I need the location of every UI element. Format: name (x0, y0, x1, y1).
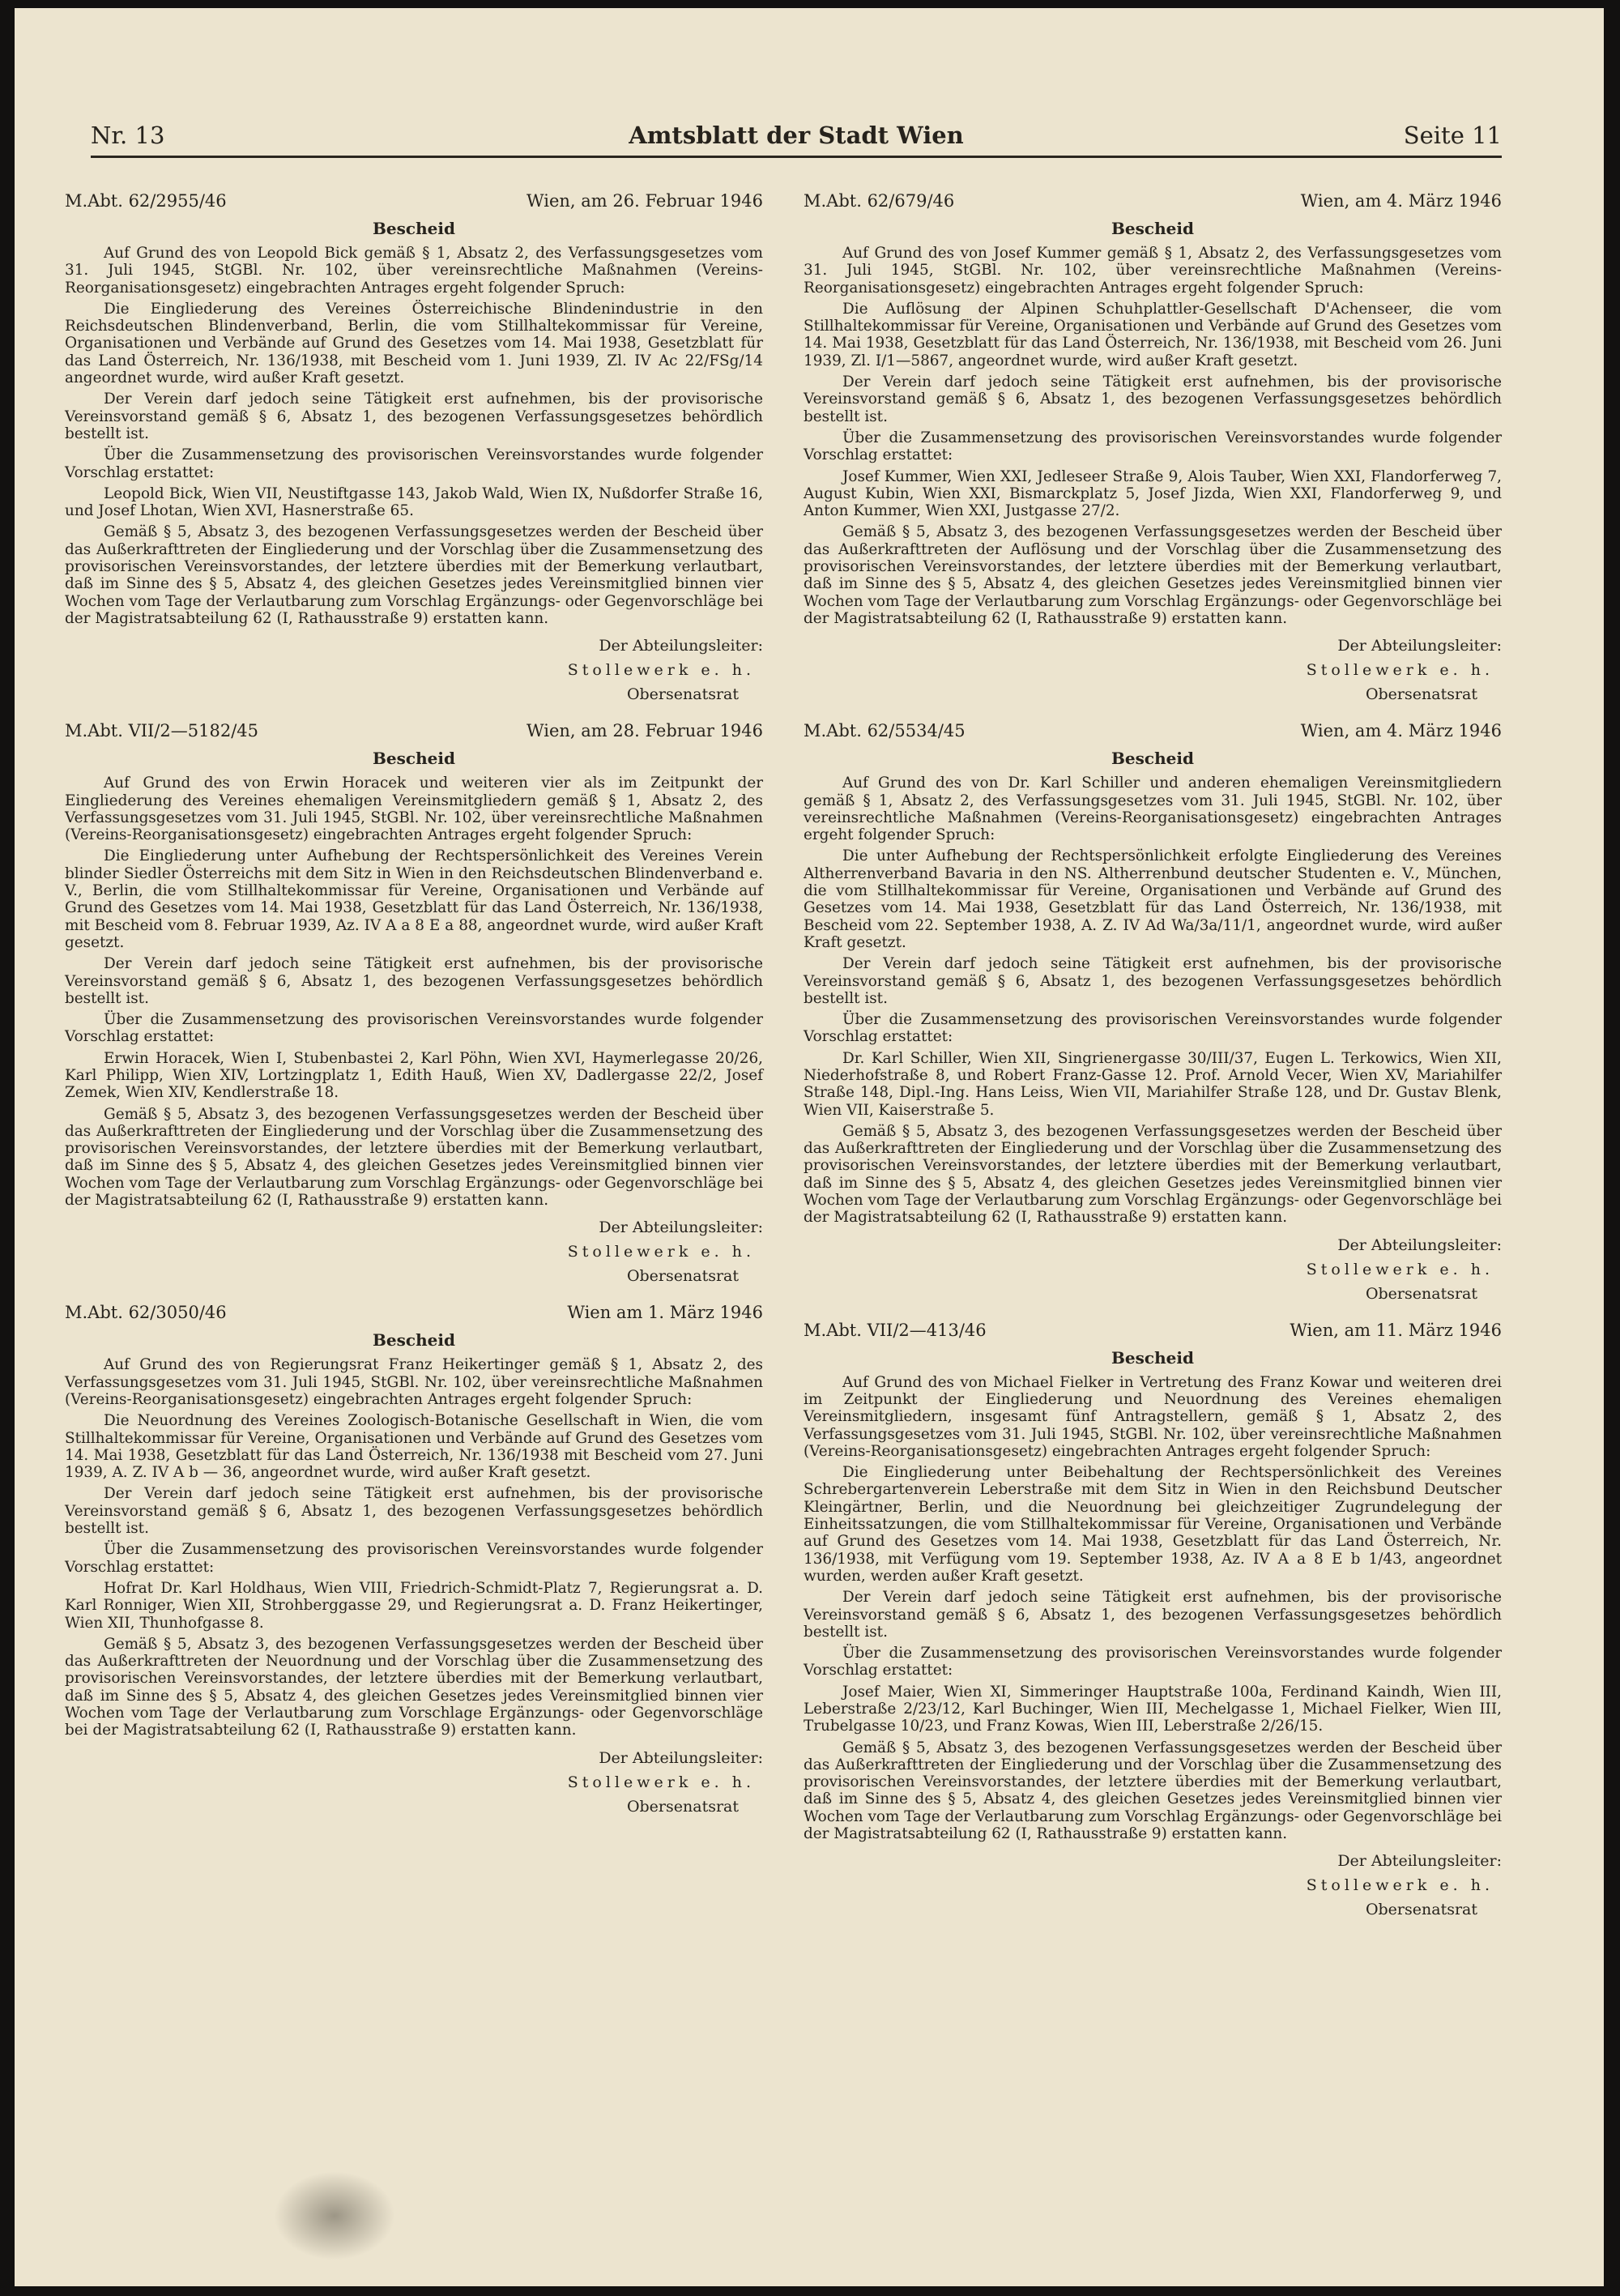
entry-paragraph: Der Verein darf jedoch seine Tätigkeit erst aufnehmen, bis der provisorische Vereinsvorstand gemäß § 6, Absatz 1, des bezogenen Verfassungsgesetzes behördlich bestellt ist. (804, 1589, 1502, 1641)
signature-block (65, 1215, 763, 1288)
signature-rank: Obersenatsrat (1365, 1901, 1477, 1919)
publication-title: Amtsblatt der Stadt Wien (629, 122, 964, 149)
bescheid-entry (804, 1321, 1502, 1923)
file-reference: M.Abt. 62/3050/46 (65, 1303, 227, 1323)
bescheid-entry (65, 191, 763, 706)
page-number: Seite 11 (1403, 122, 1502, 149)
signature-rank: Obersenatsrat (1365, 1284, 1477, 1303)
entry-meta (65, 1303, 763, 1330)
entry-paragraph: Gemäß § 5, Absatz 3, des bezogenen Verfassungsgesetzes werden der Bescheid über das Außerkrafttreten der Eingliederung und der Vorschlag über die Zusammensetzung des provisorischen Vereinsvorstandes, der letztere überdies mit der Bemerkung verlautbart, daß im Sinne des § 5, Absatz 4, des gleichen Gesetzes jedes Vereinsmitglied binnen vier Wochen vom Tage der Verlautbarung zum Vorschlag Ergänzungs- oder Gegenvorschläge bei der Magistratsabteilung 62 (I, Rathausstraße 9) erstatten kann. (804, 1122, 1502, 1227)
entry-paragraph: Gemäß § 5, Absatz 3, des bezogenen Verfassungsgesetzes werden der Bescheid über das Außerkrafttreten der Eingliederung und der Vorschlag über die Zusammensetzung des provisorischen Vereinsvorstandes, der letztere überdies mit der Bemerkung verlautbart, daß im Sinne des § 5, Absatz 4, des gleichen Gesetzes jedes Vereinsmitglied binnen vier Wochen vom Tage der Verlautbarung zum Vorschlag Ergänzungs- oder Gegenvorschläge bei der Magistratsabteilung 62 (I, Rathausstraße 9) erstatten kann. (65, 523, 763, 627)
entry-paragraph: Auf Grund des von Josef Kummer gemäß § 1, Absatz 2, des Verfassungsgesetzes vom 31. Juli 1945, StGBl. Nr. 102, über vereinsrechtliche Maßnahmen (Vereins-Reorganisationsgesetz) eingebrachten Antrages ergeht folgender Spruch: (804, 245, 1502, 297)
left-column (65, 191, 763, 1833)
bescheid-entry (804, 191, 1502, 706)
signature-rank: Obersenatsrat (626, 1267, 739, 1286)
signature-rank: Obersenatsrat (626, 1797, 739, 1816)
signature-name: Stollewerk e. h. (1306, 661, 1494, 680)
signature-block (804, 634, 1502, 706)
signature-role: Der Abteilungsleiter: (599, 1748, 763, 1767)
signature-role: Der Abteilungsleiter: (599, 1218, 763, 1237)
entry-paragraph: Josef Kummer, Wien XXI, Jedleseer Straße 9, Alois Tauber, Wien XXI, Flandorferweg 7, August Kubin, Wien XXI, Bismarckplatz 5, Josef Jizda, Wien XXI, Flandorferweg 9, und Anton Kummer, Wien XXI, Justgasse 27/2. (804, 467, 1502, 520)
signature-role: Der Abteilungsleiter: (599, 637, 763, 655)
entry-date: Wien, am 4. März 1946 (1300, 721, 1502, 741)
signature-block (65, 1746, 763, 1819)
file-reference: M.Abt. 62/2955/46 (65, 191, 227, 211)
signature-block (804, 1233, 1502, 1306)
entry-paragraph: Auf Grund des von Dr. Karl Schiller und anderen ehemaligen Vereinsmitgliedern gemäß § 1, Absatz 2, des Verfassungsgesetzes vom 31. Juli 1945, StGBl. Nr. 102, über vereinsrechtliche Maßnahmen (Vereins-Reorganisationsgesetz) eingebrachten Antrages ergeht folgender Spruch: (804, 775, 1502, 844)
signature-name: Stollewerk e. h. (567, 1773, 755, 1791)
entry-paragraph: Über die Zusammensetzung des provisorischen Vereinsvorstandes wurde folgender Vorschlag erstattet: (804, 1011, 1502, 1046)
entry-paragraph: Dr. Karl Schiller, Wien XII, Singrienergasse 30/III/37, Eugen L. Terkowics, Wien XII, Niederhofstraße 8, und Robert Franz-Gasse 12. Prof. Arnold Vecer, Wien XV, Mariahilfer Straße 148, Dipl.-Ing. Hans Leiss, Wien VII, Mariahilfer Straße 128, und Dr. Gustav Blenk, Wien VII, Kaiserstraße 5. (804, 1049, 1502, 1119)
entry-paragraph: Über die Zusammensetzung des provisorischen Vereinsvorstandes wurde folgender Vorschlag erstattet: (804, 429, 1502, 464)
file-reference: M.Abt. 62/679/46 (804, 191, 955, 211)
bescheid-entry (65, 721, 763, 1288)
entry-paragraph: Der Verein darf jedoch seine Tätigkeit erst aufnehmen, bis der provisorische Vereinsvorstand gemäß § 6, Absatz 1, des bezogenen Verfassungsgesetzes behördlich bestellt ist. (804, 955, 1502, 1007)
entry-paragraph: Hofrat Dr. Karl Holdhaus, Wien VIII, Friedrich-Schmidt-Platz 7, Regierungsrat a. D. Karl Ronniger, Wien XII, Strohberggasse 29, und Regierungsrat a. D. Franz Heikertinger, Wien XII, Thunhofgasse 8. (65, 1579, 763, 1632)
paper-stain (274, 2171, 395, 2260)
entry-paragraph: Auf Grund des von Leopold Bick gemäß § 1, Absatz 2, des Verfassungsgesetzes vom 31. Juli 1945, StGBl. Nr. 102, über vereinsrechtliche Maßnahmen (Vereins-Reorganisationsgesetz) eingebrachten Antrages ergeht folgender Spruch: (65, 245, 763, 297)
entry-title: Bescheid (373, 219, 455, 238)
entry-meta (65, 191, 763, 219)
signature-block (804, 1849, 1502, 1922)
entry-paragraph: Die Eingliederung des Vereines Österreichische Blindenindustrie in den Reichsdeutschen Blindenverband, Berlin, die vom Stillhaltekommissar für Vereine, Organisationen und Verbände auf Grund des Gesetzes vom 14. Mai 1938, Gesetzblatt für das Land Österreich, Nr. 136/1938, mit Bescheid vom 1. Juni 1939, Zl. IV Ac 22/FSg/14 angeordnet wurde, wird außer Kraft gesetzt. (65, 300, 763, 387)
entry-paragraph: Über die Zusammensetzung des provisorischen Vereinsvorstandes wurde folgender Vorschlag erstattet: (65, 1011, 763, 1046)
signature-name: Stollewerk e. h. (1306, 1260, 1494, 1278)
entry-paragraph: Auf Grund des von Erwin Horacek und weiteren vier als im Zeitpunkt der Eingliederung des Vereines ehemaligen Vereinsmitgliedern gemäß § 1, Absatz 2, des Verfassungsgesetzes vom 31. Juli 1945, StGBl. Nr. 102, über vereinsrechtliche Maßnahmen (Vereins-Reorganisationsgesetz) eingebrachten Antrages ergeht folgender Spruch: (65, 775, 763, 844)
entry-paragraph: Erwin Horacek, Wien I, Stubenbastei 2, Karl Pöhn, Wien XVI, Haymerlegasse 20/26, Karl Philipp, Wien XIV, Lortzingplatz 1, Edith Hauß, Wien XV, Dadlergasse 22/2, Josef Zemek, Wien XIV, Kendlerstraße 18. (65, 1049, 763, 1102)
entry-date: Wien, am 28. Februar 1946 (526, 721, 763, 741)
right-column (804, 191, 1502, 1936)
entry-title: Bescheid (1111, 219, 1194, 238)
bescheid-entry (804, 721, 1502, 1305)
entry-paragraph: Die Eingliederung unter Aufhebung der Rechtspersönlichkeit des Vereines Verein blinder Siedler Österreichs mit dem Sitz in Wien in den Reichsdeutschen Blindenverband e. V., Berlin, die vom Stillhaltekommissar für Vereine, Organisationen und Verbände auf Grund des Gesetzes vom 14. Mai 1938, Gesetzblatt für das Land Österreich, Nr. 136/1938, mit Bescheid vom 8. Februar 1939, Az. IV A a 8 E a 88, angeordnet wurde, wird außer Kraft gesetzt. (65, 847, 763, 951)
entry-paragraph: Die Auflösung der Alpinen Schuhplattler-Gesellschaft D'Achenseer, die vom Stillhaltekommissar für Vereine, Organisationen und Verbände auf Grund des Gesetzes vom 14. Mai 1938, Gesetzblatt für das Land Österreich, Nr. 136/1938, mit Bescheid vom 26. Juni 1939, Zl. I/1—5867, angeordnet wurde, wird außer Kraft gesetzt. (804, 300, 1502, 369)
entry-paragraph: Die Neuordnung des Vereines Zoologisch-Botanische Gesellschaft in Wien, die vom Stillhaltekommissar für Vereine, Organisationen und Verbände auf Grund des Gesetzes vom 14. Mai 1938, Gesetzblatt für das Land Österreich, Nr. 136/1938 mit Bescheid vom 27. Juni 1939, A. Z. IV A b — 36, angeordnet wurde, wird außer Kraft gesetzt. (65, 1412, 763, 1482)
entry-paragraph: Josef Maier, Wien XI, Simmeringer Hauptstraße 100a, Ferdinand Kaindh, Wien III, Leberstraße 2/23/12, Karl Buchinger, Wien III, Mechelgasse 1, Michael Fielker, Wien III, Trubelgasse 10/23, und Franz Kowas, Wien III, Leberstraße 2/26/15. (804, 1683, 1502, 1735)
signature-role: Der Abteilungsleiter: (1337, 1235, 1502, 1254)
file-reference: M.Abt. VII/2—413/46 (804, 1320, 987, 1340)
entry-paragraph: Gemäß § 5, Absatz 3, des bezogenen Verfassungsgesetzes werden der Bescheid über das Außerkrafttreten der Eingliederung und der Vorschlag über die Zusammensetzung des provisorischen Vereinsvorstandes, der letztere überdies mit der Bemerkung verlautbart, daß im Sinne des § 5, Absatz 4, des gleichen Gesetzes jedes Vereinsmitglied binnen vier Wochen vom Tage der Verlautbarung zum Vorschlag Ergänzungs- oder Gegenvorschläge bei der Magistratsabteilung 62 (I, Rathausstraße 9) erstatten kann. (804, 1739, 1502, 1843)
page-header (91, 118, 1502, 158)
entry-paragraph: Über die Zusammensetzung des provisorischen Vereinsvorstandes wurde folgender Vorschlag erstattet: (65, 446, 763, 481)
file-reference: M.Abt. VII/2—5182/45 (65, 721, 259, 741)
entry-meta (804, 191, 1502, 219)
entry-paragraph: Der Verein darf jedoch seine Tätigkeit erst aufnehmen, bis der provisorische Vereinsvorstand gemäß § 6, Absatz 1, des bezogenen Verfassungsgesetzes behördlich bestellt ist. (65, 390, 763, 442)
entry-date: Wien, am 11. März 1946 (1290, 1320, 1502, 1340)
signature-role: Der Abteilungsleiter: (1337, 637, 1502, 655)
entry-title: Bescheid (373, 1330, 455, 1351)
entry-title: Bescheid (1111, 749, 1194, 769)
entry-paragraph: Der Verein darf jedoch seine Tätigkeit erst aufnehmen, bis der provisorische Vereinsvorstand gemäß § 6, Absatz 1, des bezogenen Verfassungsgesetzes behördlich bestellt ist. (65, 1485, 763, 1538)
bescheid-entry (65, 1303, 763, 1818)
entry-paragraph: Der Verein darf jedoch seine Tätigkeit erst aufnehmen, bis der provisorische Vereinsvorstand gemäß § 6, Absatz 1, des bezogenen Verfassungsgesetzes behördlich bestellt ist. (65, 955, 763, 1007)
signature-name: Stollewerk e. h. (567, 1243, 755, 1261)
newspaper-page (15, 8, 1604, 2286)
entry-paragraph: Die Eingliederung unter Beibehaltung der Rechtspersönlichkeit des Vereines Schrebergartenverein Leberstraße mit dem Sitz in Wien in den Reichsbund Deutscher Kleingärtner, Berlin, und die Neuordnung bei gleichzeitiger Zugrundelegung der Einheitssatzungen, die vom Stillhaltekommissar für Vereine, Organisationen und Verbände auf Grund des Gesetzes vom 14. Mai 1938, Gesetzblatt für das Land Österreich, Nr. 136/1938, mit Verfügung vom 19. September 1938, Az. IV A a 8 E b 1/43, angeordnet wurden, werden außer Kraft gesetzt. (804, 1464, 1502, 1585)
entry-paragraph: Gemäß § 5, Absatz 3, des bezogenen Verfassungsgesetzes werden der Bescheid über das Außerkrafttreten der Eingliederung und der Vorschlag über die Zusammensetzung des provisorischen Vereinsvorstandes, der letztere überdies mit der Bemerkung verlautbart, daß im Sinne des § 5, Absatz 4, des gleichen Gesetzes jedes Vereinsmitglied binnen vier Wochen vom Tage der Verlautbarung zum Vorschlag Ergänzungs- oder Gegenvorschläge bei der Magistratsabteilung 62 (I, Rathausstraße 9) erstatten kann. (65, 1105, 763, 1210)
entry-meta (804, 1321, 1502, 1348)
entry-paragraph: Gemäß § 5, Absatz 3, des bezogenen Verfassungsgesetzes werden der Bescheid über das Außerkrafttreten der Neuordnung und der Vorschlag über die Zusammensetzung des provisorischen Vereinsvorstandes, der letztere überdies mit der Bemerkung verlautbart, daß im Sinne des § 5, Absatz 4, des gleichen Gesetzes jedes Vereinsmitglied binnen vier Wochen vom Tage der Verlautbarung zum Vorschlage Ergänzungs- oder Gegenvorschläge bei der Magistratsabteilung 62 (I, Rathausstraße 9) erstatten kann. (65, 1635, 763, 1739)
entry-paragraph: Auf Grund des von Michael Fielker in Vertretung des Franz Kowar und weiteren drei im Zeitpunkt der Eingliederung und Neuordnung des Vereines ehemaligen Vereinsmitgliedern, insgesamt fünf Antragstellern, gemäß § 1, Absatz 2, des Verfassungsgesetzes vom 31. Juli 1945, StGBl. Nr. 102, über vereinsrechtliche Maßnahmen (Vereins-Reorganisationsgesetz) eingebrachten Antrages ergeht folgender Spruch: (804, 1373, 1502, 1460)
entry-paragraph: Der Verein darf jedoch seine Tätigkeit erst aufnehmen, bis der provisorische Vereinsvorstand gemäß § 6, Absatz 1, des bezogenen Verfassungsgesetzes behördlich bestellt ist. (804, 373, 1502, 425)
entry-paragraph: Über die Zusammensetzung des provisorischen Vereinsvorstandes wurde folgender Vorschlag erstattet: (65, 1541, 763, 1576)
signature-role: Der Abteilungsleiter: (1337, 1852, 1502, 1871)
entry-paragraph: Gemäß § 5, Absatz 3, des bezogenen Verfassungsgesetzes werden der Bescheid über das Außerkrafttreten der Auflösung und der Vorschlag über die Zusammensetzung des provisorischen Vereinsvorstandes, der letztere überdies mit der Bemerkung verlautbart, daß im Sinne des § 5, Absatz 4, des gleichen Gesetzes jedes Vereinsmitglied binnen vier Wochen vom Tage der Verlautbarung zum Vorschlag Ergänzungs- oder Gegenvorschläge bei der Magistratsabteilung 62 (I, Rathausstraße 9) erstatten kann. (804, 523, 1502, 627)
entry-date: Wien, am 4. März 1946 (1300, 191, 1502, 211)
entry-paragraph: Die unter Aufhebung der Rechtspersönlichkeit erfolgte Eingliederung des Vereines Altherrenverband Bavaria in den NS. Altherrenbund deutscher Studenten e. V., München, die vom Stillhaltekommissar für Vereine, Organisationen und Verbände auf Grund des Gesetzes vom 14. Mai 1938, Gesetzblatt für das Land Österreich, Nr. 136/1938, mit Bescheid vom 22. September 1938, A. Z. IV Ad Wa/3a/11/1, angeordnet wurde, wird außer Kraft gesetzt. (804, 847, 1502, 951)
signature-rank: Obersenatsrat (1365, 685, 1477, 704)
issue-number: Nr. 13 (91, 122, 165, 149)
entry-paragraph: Leopold Bick, Wien VII, Neustiftgasse 143, Jakob Wald, Wien IX, Nußdorfer Straße 16, und Josef Lhotan, Wien XVI, Hasnerstraße 65. (65, 484, 763, 520)
entry-meta (65, 721, 763, 749)
signature-rank: Obersenatsrat (626, 685, 739, 704)
entry-meta (804, 721, 1502, 749)
entry-title: Bescheid (373, 749, 455, 769)
file-reference: M.Abt. 62/5534/45 (804, 721, 966, 741)
signature-name: Stollewerk e. h. (1306, 1876, 1494, 1895)
entry-date: Wien, am 26. Februar 1946 (526, 191, 763, 211)
entry-paragraph: Über die Zusammensetzung des provisorischen Vereinsvorstandes wurde folgender Vorschlag erstattet: (804, 1645, 1502, 1679)
signature-block (65, 634, 763, 706)
entry-paragraph: Auf Grund des von Regierungsrat Franz Heikertinger gemäß § 1, Absatz 2, des Verfassungsgesetzes vom 31. Juli 1945, StGBl. Nr. 102, über vereinsrechtliche Maßnahmen (Vereins-Reorganisationsgesetz) eingebrachten Antrages ergeht folgender Spruch: (65, 1356, 763, 1408)
entry-title: Bescheid (1111, 1347, 1194, 1368)
signature-name: Stollewerk e. h. (567, 661, 755, 680)
entry-date: Wien am 1. März 1946 (567, 1303, 763, 1323)
